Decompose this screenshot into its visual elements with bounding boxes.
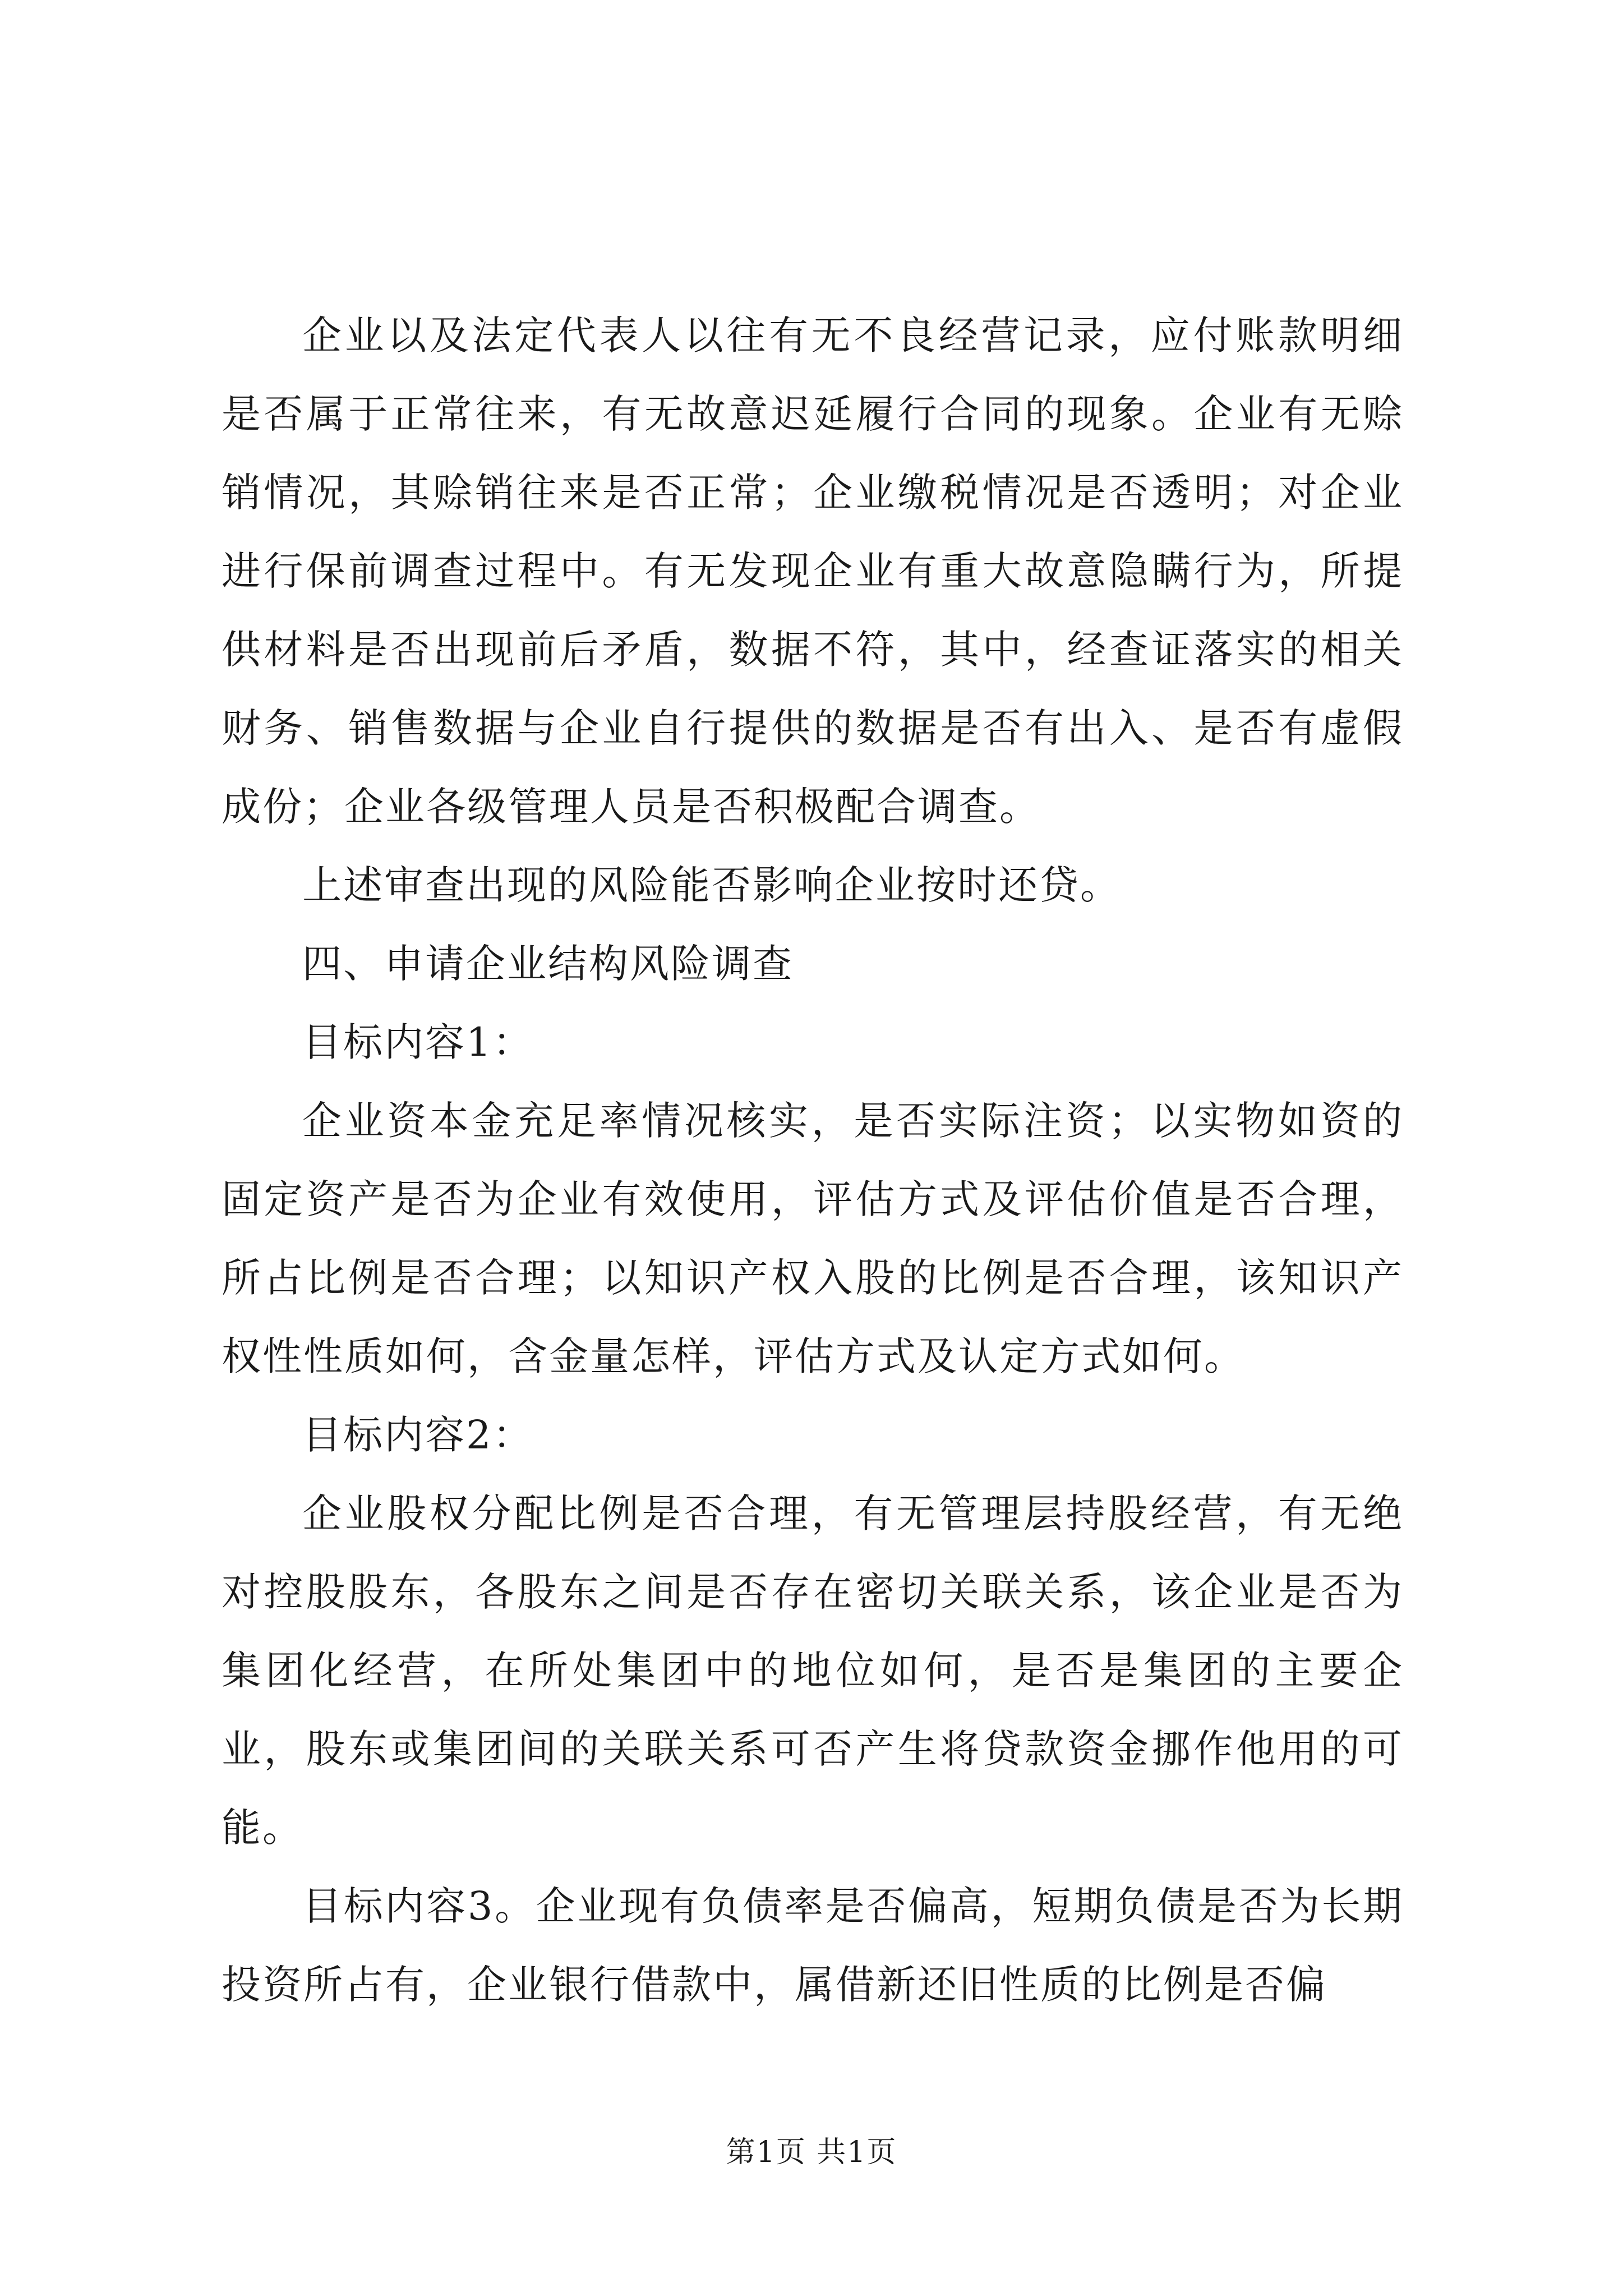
paragraph-target-content-3: 目标内容3。企业现有负债率是否偏高，短期负债是否为长期投资所占有，企业银行借款中，属借新还旧性质的比例是否偏 (222, 1883, 1404, 2008)
target-content-1-label: 目标内容1： (302, 1019, 534, 1065)
document-body (222, 296, 1404, 2024)
paragraph-credit-record: 企业以及法定代表人以往有无不良经营记录，应付账款明细是否属于正常往来，有无故意迟延履行合同的现象。企业有无赊销情况，其赊销往来是否正常；企业缴税情况是否透明；对企业进行保前调查过程中。有无发现企业有重大故意隐瞒行为，所提供材料是否出现前后矛盾，数据不符，其中，经查证落实的相关财务、销售数据与企业自行提供的数据是否有出入、是否有虚假成份；企业各级管理人员是否积极配合调查。 (222, 312, 1404, 830)
target-content-2-label: 目标内容2： (302, 1412, 534, 1458)
paragraph-capital-adequacy: 企业资本金充足率情况核实，是否实际注资；以实物如资的固定资产是否为企业有效使用，评估方式及评估价值是否合理，所占比例是否合理；以知识产权入股的比例是否合理，该知识产权性性质如何，含金量怎样，评估方式及认定方式如何。 (222, 1098, 1404, 1379)
paragraph-equity-distribution: 企业股权分配比例是否合理，有无管理层持股经营，有无绝对控股股东，各股东之间是否存在密切关联关系，该企业是否为集团化经营，在所处集团中的地位如何，是否是集团的主要企业，股东或集团间的关联关系可否产生将贷款资金挪作他用的可能。 (222, 1490, 1404, 1851)
section-heading-structure-risk: 四、申请企业结构风险调查 (302, 941, 794, 987)
paragraph-repayment-risk: 上述审查出现的风险能否影响企业按时还贷。 (302, 862, 1121, 908)
page-footer: 第1页 共1页 (726, 2136, 897, 2169)
